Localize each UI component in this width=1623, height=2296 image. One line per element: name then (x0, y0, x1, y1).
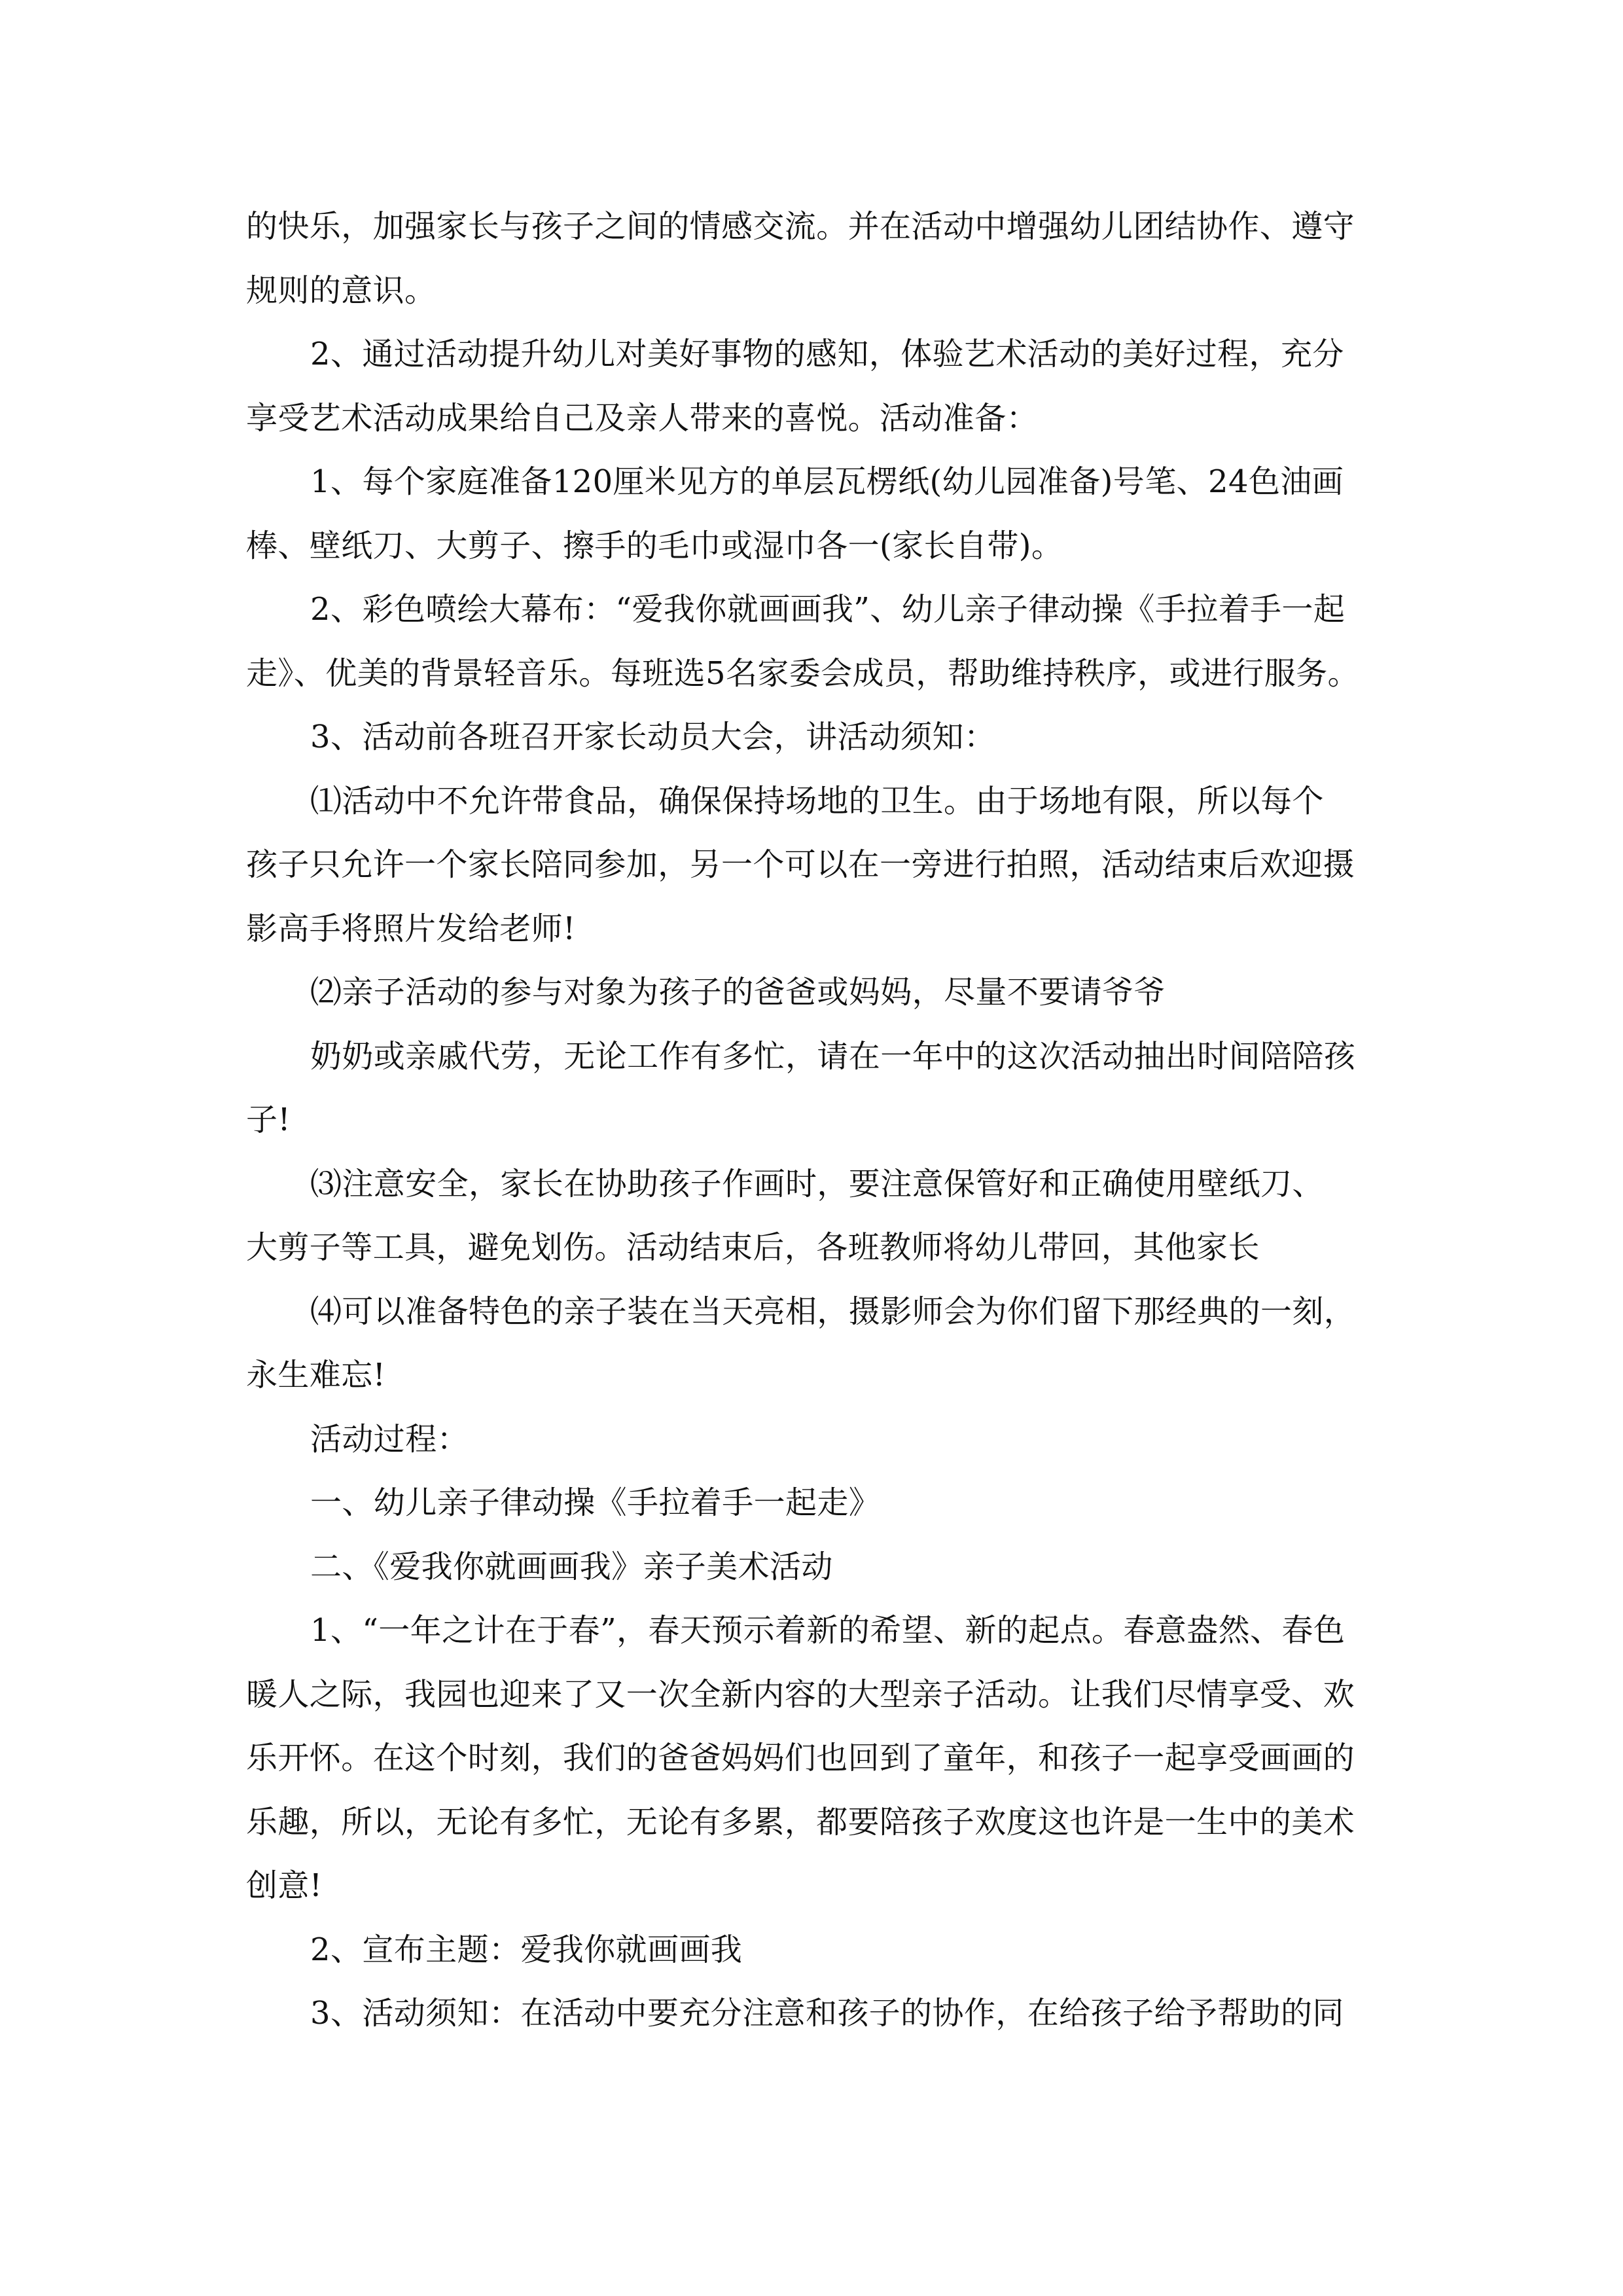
text-line: ⑶注意安全，家长在协助孩子作画时，要注意保管好和正确使用壁纸刀、 (310, 1165, 1324, 1202)
text-line: 活动过程： (310, 1420, 469, 1458)
text-line: 1、每个家庭准备120厘米见方的单层瓦楞纸(幼儿园准备)号笔、24色油画 (310, 463, 1344, 500)
text-line: 二、《爱我你就画画我》亲子美术活动 (310, 1548, 833, 1585)
text-line: 一、幼儿亲子律动操《手拉着手一起走》 (310, 1484, 881, 1521)
text-line: 2、宣布主题：爱我你就画画我 (310, 1931, 743, 1968)
text-line: 享受艺术活动成果给自己及亲人带来的喜悦。活动准备： (246, 399, 1039, 437)
text-line: 子! (246, 1102, 291, 1138)
text-line: 乐趣，所以，无论有多忙，无论有多累，都要陪孩子欢度这也许是一生中的美术 (246, 1803, 1355, 1840)
text-line: 走》、优美的背景轻音乐。每班选5名家委会成员，帮助维持秩序，或进行服务。 (246, 655, 1359, 692)
text-line: ⑷可以准备特色的亲子装在当天亮相，摄影师会为你们留下那经典的一刻， (310, 1293, 1356, 1330)
text-line: 大剪子等工具，避免划伤。活动结束后，各班教师将幼儿带回，其他家长 (246, 1229, 1260, 1266)
text-line: 规则的意识。 (246, 272, 437, 309)
text-line: 的快乐，加强家长与孩子之间的情感交流。并在活动中增强幼儿团结协作、遵守 (246, 208, 1355, 245)
text-line: ⑵亲子活动的参与对象为孩子的爸爸或妈妈，尽量不要请爷爷 (310, 974, 1166, 1011)
text-line: 3、活动前各班召开家长动员大会，讲活动须知： (310, 719, 996, 755)
text-line: 创意! (246, 1867, 323, 1904)
text-line: 1、“一年之计在于春”，春天预示着新的希望、新的起点。春意盎然、春色 (310, 1612, 1346, 1649)
text-line: ⑴活动中不允许带食品，确保保持场地的卫生。由于场地有限，所以每个 (310, 782, 1324, 819)
text-line: 奶奶或亲戚代劳，无论工作有多忙，请在一年中的这次活动抽出时间陪陪孩 (310, 1037, 1356, 1075)
text-line: 影高手将照片发给老师! (246, 910, 576, 947)
text-line: 3、活动须知：在活动中要充分注意和孩子的协作，在给孩子给予帮助的同 (310, 1995, 1344, 2032)
text-line: 暖人之际，我园也迎来了又一次全新内容的大型亲子活动。让我们尽情享受、欢 (246, 1676, 1355, 1713)
text-line: 2、彩色喷绘大幕布：“爱我你就画画我”、幼儿亲子律动操《手拉着手一起 (310, 591, 1346, 628)
text-line: 孩子只允许一个家长陪同参加，另一个可以在一旁进行拍照，活动结束后欢迎摄 (246, 846, 1355, 883)
text-line: 乐开怀。在这个时刻，我们的爸爸妈妈们也回到了童年，和孩子一起享受画画的 (246, 1740, 1355, 1776)
text-line: 2、通过活动提升幼儿对美好事物的感知，体验艺术活动的美好过程，充分 (310, 336, 1344, 372)
document-body (246, 195, 1378, 2046)
text-line: 棒、壁纸刀、大剪子、擦手的毛巾或湿巾各一(家长自带)。 (246, 527, 1063, 564)
text-line: 永生难忘! (246, 1357, 386, 1393)
